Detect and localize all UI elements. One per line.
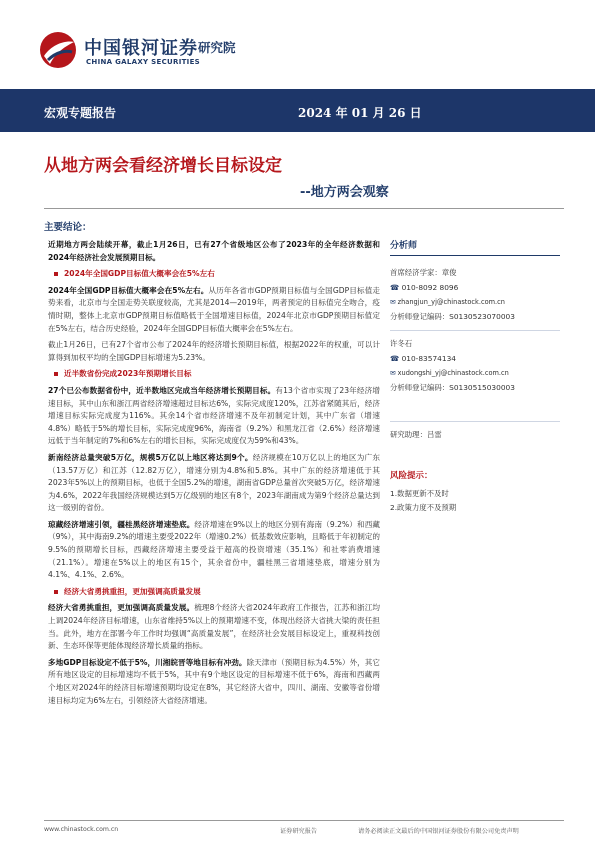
galaxy-logo-icon [38,30,78,70]
analyst-cert: 分析师登记编码：S0130515030003 [390,382,515,392]
sidebar [390,238,560,515]
divider [44,208,564,209]
research-assistant: 研究助理：吕雷 [390,421,560,443]
footer-disclaimer: 请务必阅读正文最后的中国银河证券股份有限公司免责声明 [358,828,519,835]
footer-website[interactable]: www.chinastock.com.cn [44,826,119,833]
analyst-name: 许冬石 [390,339,413,348]
chief-economist: 首席经济学家：章俊 [390,268,457,277]
bullet-square-icon [54,272,58,276]
footer-label: 证券研究报告 [280,828,318,835]
brand-name: 中国银河证券 [84,38,198,59]
risk-section [390,469,560,515]
intro-paragraph: 近期地方两会陆续开幕，截止1月26日，已有27个省级地区公布了2023年的全年经济数据和2024年经济社会发展预期目标。 [48,240,380,262]
risk-item: 2.政策力度不及预期 [390,502,457,512]
footer-divider [44,820,564,821]
analyst-phone: ☎ 010-83574134 [390,353,456,363]
main-content [48,239,380,711]
brand-name-en: CHINA GALAXY SECURITIES [86,58,200,66]
key-points-label: 主要结论： [44,222,92,233]
risk-item: 1.数据更新不及时 [390,488,449,498]
report-date: 2024 年 01 月 26 日 [298,106,422,120]
email-icon: ✉ [390,298,396,306]
report-type: 宏观专题报告 [44,106,117,120]
paragraph: 琼藏经济增速引领，疆桂黑经济增速垫底。经济增速在9%以上的地区分别有海南（9.2%）和西藏（9%），其中海南9.2%的增速主要受2022年（增速0.2%）低基数效应影响，且略低于年初制定的9.5%的预期增长目标，西藏经济增速主要受益于超高的投资增速（35.1%）和社零消费增速（21.1%）。增速在5%以上的地区有15个，其余省份中，疆桂黑三省增速垫底，增速分别为4.1%、4.1%、2.6%。 [48,519,380,580]
analyst-heading: 分析师 [390,238,560,256]
phone-icon: ☎ [390,282,400,292]
analyst-email[interactable]: ✉ zhangjun_yj@chinastock.com.cn [390,298,505,306]
divider [390,330,560,331]
institute-label: 研究院 [198,40,236,55]
bullet-square-icon [54,372,58,376]
paragraph: 截止1月26日，已有27个省市公布了2024年的经济增长预期目标值，根据2022年的权重，可以计算得到加权平均的全国GDP目标增速为5.23%。 [48,340,380,362]
risk-heading: 风险提示： [390,470,433,481]
report-subtitle: --地方两会观察 [300,185,389,200]
section-heading: 近半数省份完成2023年预期增长目标 [48,368,380,381]
bullet-square-icon [54,590,58,594]
paragraph: 新南经济总量突破5万亿，规模5万亿以上地区将达到9个。经济规模在10万亿以上的地区为广东（13.57万亿）和江苏（12.82万亿），增速分别为4.8%和5.8%。其中广东的经济增速低于其2023年5%以上的预期目标，也低于全国5.2%的增速，湖南省GDP总量首次突破5万亿，经济增速为4.6%，2022年我国经济规模达到5万亿级别的地区有8个，2023年湖南成为第9个经济总量达到这一级别的省份。 [48,452,380,513]
report-title: 从地方两会看经济增长目标设定 [44,156,282,176]
email-icon: ✉ [390,369,396,377]
phone-icon: ☎ [390,353,400,363]
analyst-email[interactable]: ✉ xudongshi_yj@chinastock.com.cn [390,369,509,377]
paragraph: 多地GDP目标设定不低于5%，川湘皖晋等地目标有冲劲。除天津市（预期目标为4.5%）外，其它所有地区设定的目标增速均不低于5%，其中有9个地区设定的目标增速不低于6%，海南和西藏两个地区对2024年的经济目标增速预期均设定在8%，其它经济大省中，四川、湖南、安徽等省份增速目标均定为6%左右，引领经济大省经济增速。 [48,657,380,705]
analyst-cert: 分析师登记编码：S0130523070003 [390,311,515,321]
section-heading: 经济大省勇挑重担，更加强调高质量发展 [48,586,380,599]
section-heading: 2024年全国GDP目标值大概率会在5%左右 [48,268,380,281]
paragraph: 27个已公布数据省份中，近半数地区完成当年经济增长预期目标。有13个省市实现了23年经济增速目标，其中山东和浙江两省经济增速超过目标达6%，实际完成度120%，江苏省紧随其后，经济增速目标实际完成度为116%。其余14个省市经济增速不及年初制定计划，其中广东省（增速4.8%）略低于5%的增长目标，实际完成度96%，海南省（9.2%）和黑龙江省（2.6%）经济增速远低于当年制定的7%和6%左右的增长目标，实际完成度仅为59%和43%。 [48,385,380,446]
paragraph: 经济大省勇挑重担，更加强调高质量发展。梳理8个经济大省2024年政府工作报告，江苏和浙江均上调2024年经济目标增速，山东省维持5%以上的预期增速不变，体现出经济大省挑大梁的责任担当。此外，地方在部署今年工作时均强调“高质量发展”，在经济社会发展目标设定上，重视科技创新、生态环保等更能体现经济增长质量的指标。 [48,603,381,651]
paragraph: 2024年全国GDP目标值大概率会在5%左右。从历年各省市GDP预期目标值与全国GDP目标值走势来看，北京市与全国走势关联度较高，尤其是2014—2019年，两者预定的目标值完全吻合，疫情时期，整体上北京市GDP预期目标值略低于全国增速目标值，2024年北京市GDP预期目标值定在5%左右，结合历史经验，2024年全国GDP目标值大概率会在5%左右。 [48,285,380,333]
analyst-phone: ☎ 010-8092 8096 [390,282,459,292]
